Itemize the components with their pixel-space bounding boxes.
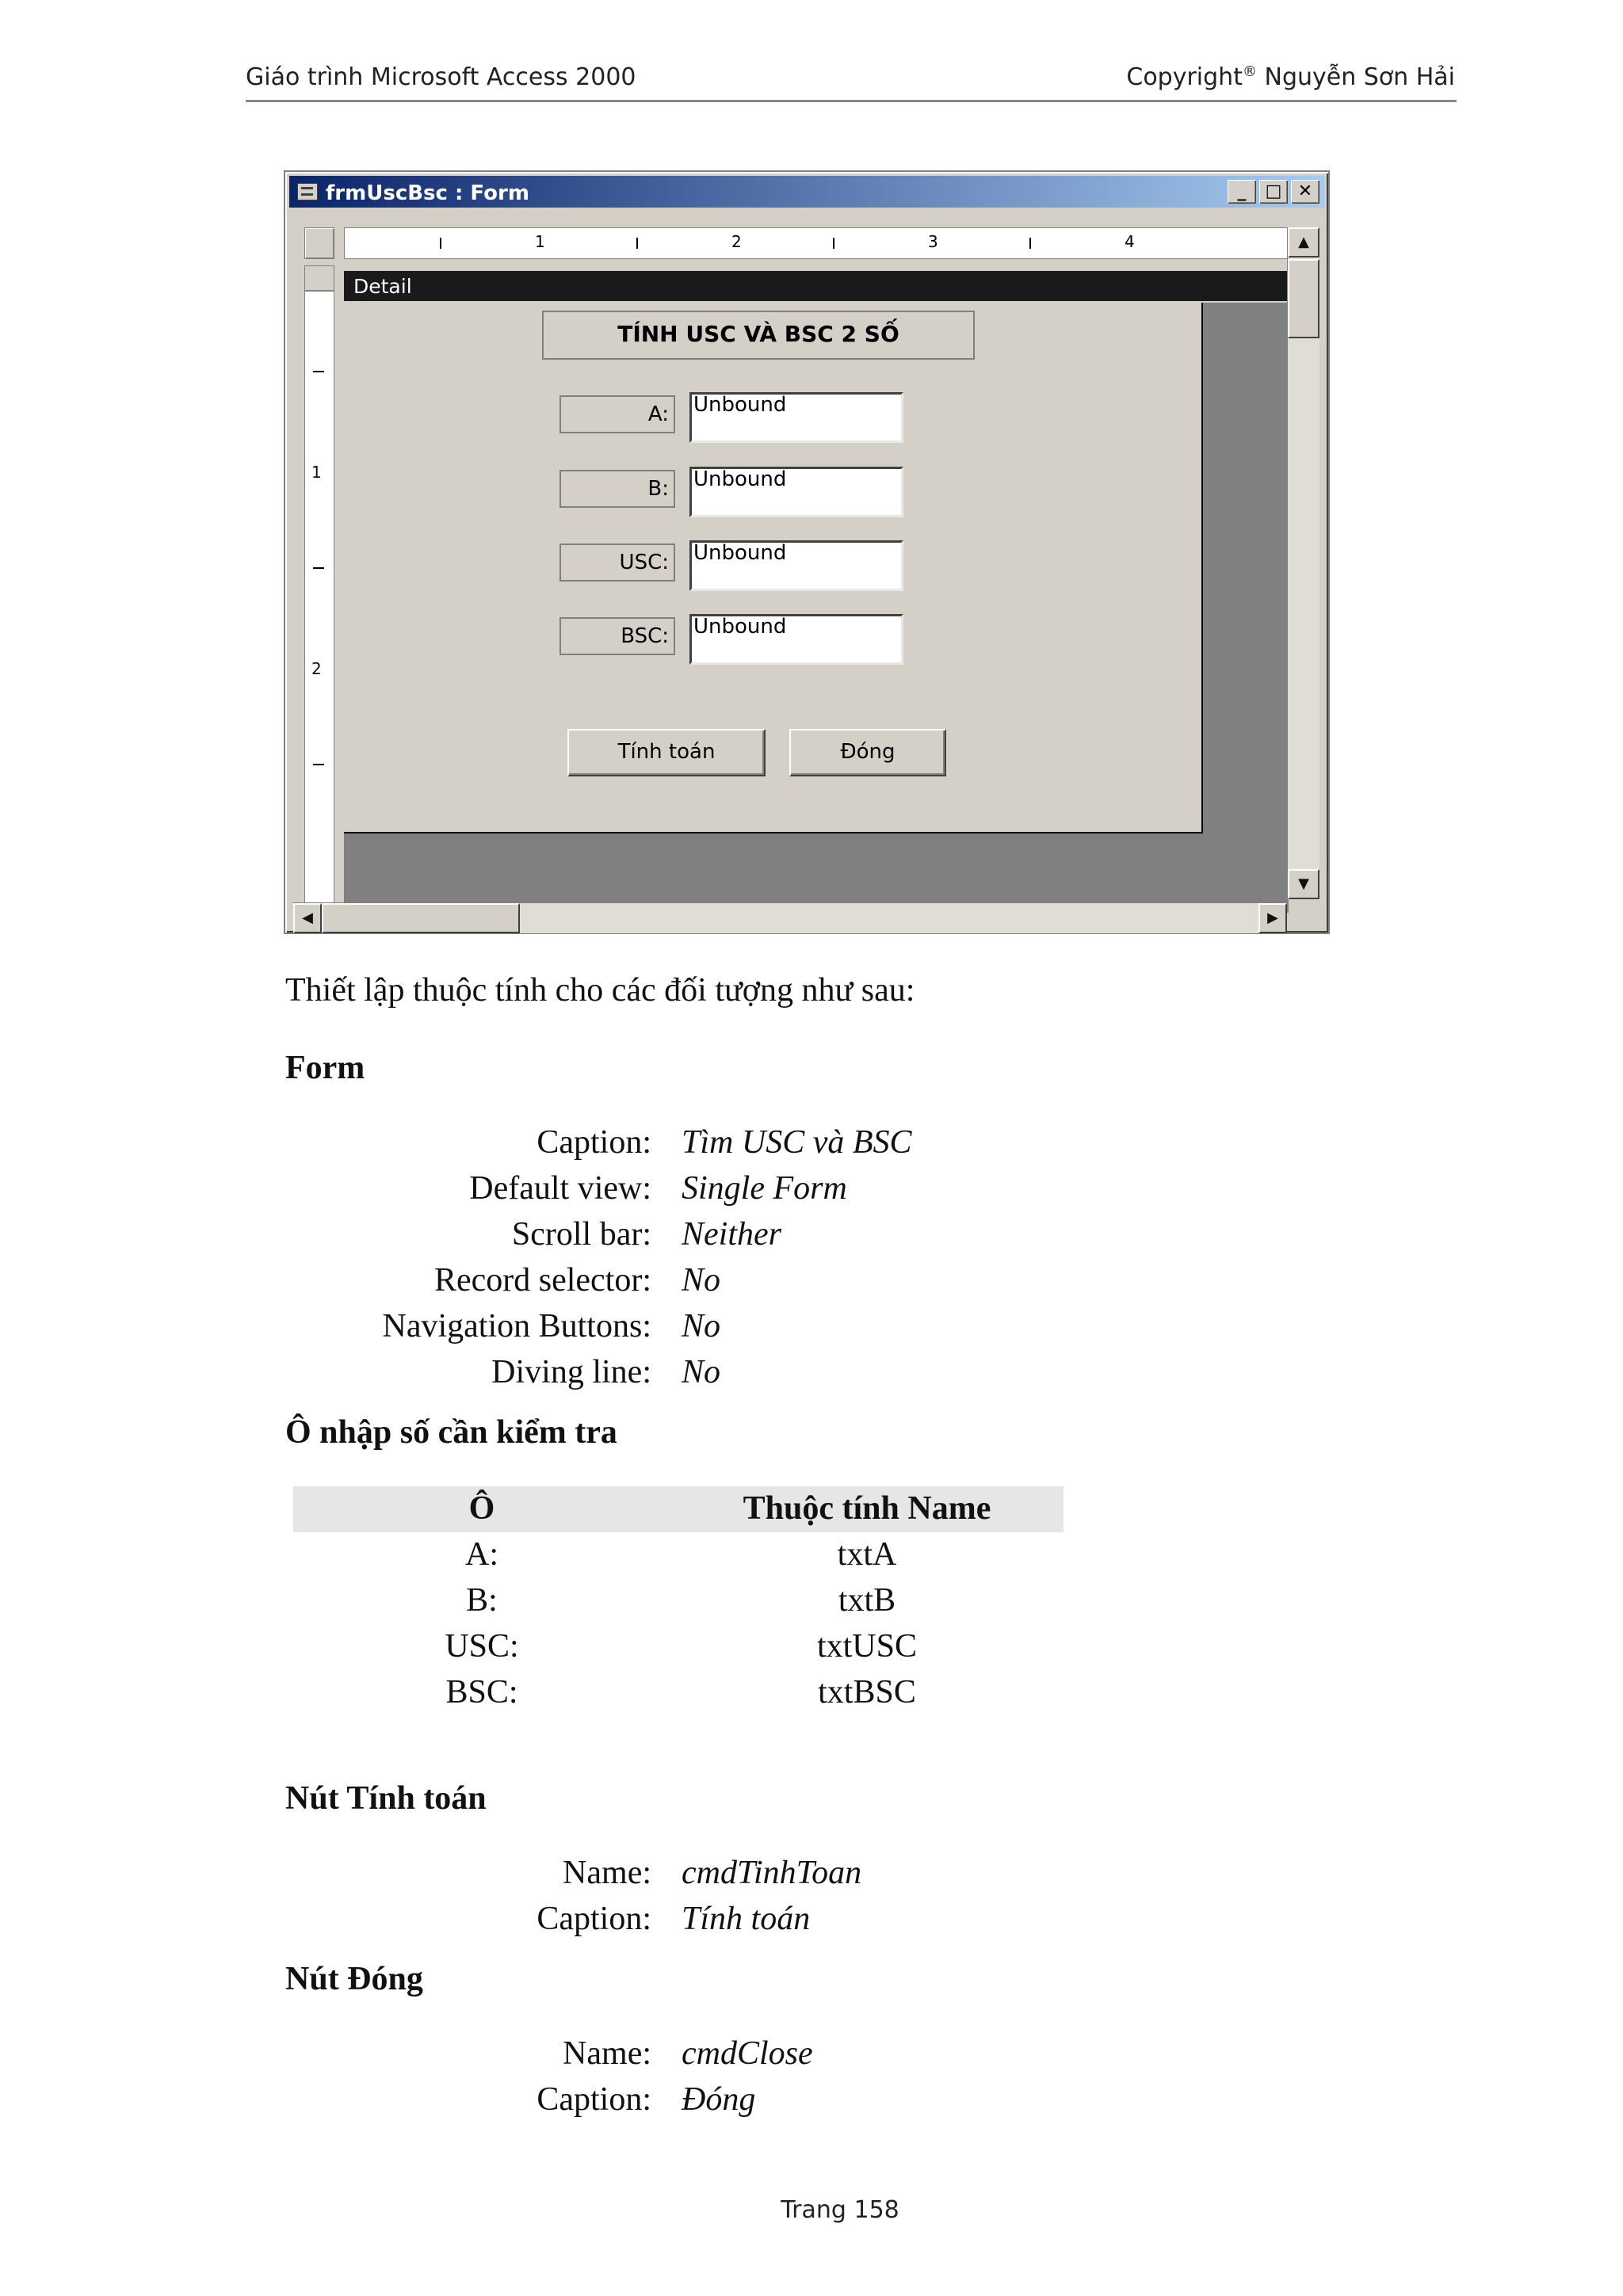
- prop-value: Tìm USC và BSC: [682, 1124, 912, 1161]
- prop-value: cmdTinhToan: [682, 1855, 862, 1891]
- ruler-v-1: 1: [311, 463, 322, 482]
- close-window-button[interactable]: ✕: [1291, 180, 1319, 204]
- prop-key: Name:: [563, 2035, 651, 2072]
- prop-value: No: [682, 1308, 721, 1344]
- horizontal-scroll-thumb[interactable]: [322, 903, 520, 933]
- table-name: txtA: [837, 1536, 897, 1573]
- detail-area: [344, 303, 1289, 913]
- prop-value: cmdClose: [682, 2035, 813, 2072]
- table-header-name: Thuộc tính Name: [743, 1490, 991, 1527]
- maximize-button[interactable]: □: [1259, 180, 1288, 204]
- prop-value: Đóng: [682, 2081, 756, 2118]
- prop-key: Name:: [563, 1855, 651, 1891]
- detail-section-bar[interactable]: [344, 271, 1289, 301]
- page-number: Trang 158: [781, 2196, 899, 2224]
- window-titlebar[interactable]: [289, 176, 1324, 208]
- header-rule: [246, 100, 1457, 102]
- vertical-scroll-thumb[interactable]: [1288, 259, 1319, 338]
- prop-key: Default view:: [469, 1170, 651, 1207]
- close-button[interactable]: Đóng: [789, 729, 946, 776]
- table-cell: B:: [466, 1582, 498, 1619]
- prop-key: Scroll bar:: [511, 1216, 651, 1253]
- scroll-up-icon[interactable]: ▲: [1288, 227, 1319, 257]
- input-section-title: Ô nhập số cần kiểm tra: [285, 1414, 617, 1451]
- textbox-bsc[interactable]: Unbound: [689, 614, 903, 665]
- table-cell: USC:: [445, 1628, 519, 1665]
- window-title: frmUscBsc : Form: [326, 181, 529, 205]
- table-name: txtB: [838, 1582, 896, 1619]
- close-section-title: Nút Đóng: [285, 1961, 423, 1997]
- calc-button[interactable]: Tính toán: [567, 729, 766, 776]
- prop-value: Single Form: [682, 1170, 847, 1207]
- textbox-b[interactable]: Unbound: [689, 467, 903, 517]
- scroll-left-icon[interactable]: ◀: [293, 903, 322, 933]
- minimize-button[interactable]: _: [1228, 180, 1256, 204]
- prop-key: Record selector:: [433, 1262, 651, 1299]
- scroll-right-icon[interactable]: ▶: [1258, 903, 1287, 933]
- ruler-h-1: 1: [535, 232, 545, 251]
- label-bsc[interactable]: BSC:: [559, 617, 675, 655]
- prop-value: Neither: [682, 1216, 781, 1253]
- horizontal-scrollbar[interactable]: [293, 902, 1287, 933]
- table-cell: A:: [465, 1536, 498, 1573]
- form-selector[interactable]: [304, 227, 334, 259]
- prop-key: Navigation Buttons:: [382, 1308, 651, 1344]
- table-name: txtBSC: [818, 1674, 916, 1711]
- registered-mark: ®: [1242, 63, 1257, 80]
- prop-key: Caption:: [537, 2081, 651, 2118]
- form-icon: [297, 183, 318, 200]
- header-right: [1126, 63, 1455, 91]
- scroll-down-icon[interactable]: ▼: [1288, 869, 1319, 899]
- table-header-cell: Ô: [468, 1490, 495, 1527]
- ruler-h-2: 2: [731, 232, 742, 251]
- intro-text: Thiết lập thuộc tính cho các đối tượng như sau:: [285, 972, 915, 1009]
- textbox-usc[interactable]: Unbound: [689, 540, 903, 591]
- ruler-v-2: 2: [311, 659, 322, 678]
- prop-key: Caption:: [537, 1901, 651, 1937]
- form-heading-label[interactable]: TÍNH USC VÀ BSC 2 SỐ: [542, 311, 975, 360]
- header-copyright: Copyright: [1126, 63, 1243, 91]
- prop-value: Tính toán: [682, 1901, 811, 1937]
- form-section-title: Form: [285, 1050, 365, 1086]
- prop-value: No: [682, 1354, 721, 1390]
- label-usc[interactable]: USC:: [559, 543, 675, 582]
- prop-key: Caption:: [537, 1124, 651, 1161]
- header-left: Giáo trình Microsoft Access 2000: [246, 63, 636, 91]
- ruler-h-4: 4: [1125, 232, 1135, 251]
- label-b[interactable]: B:: [559, 470, 675, 508]
- textbox-a[interactable]: Unbound: [689, 392, 903, 443]
- table-cell: BSC:: [445, 1674, 518, 1711]
- calc-section-title: Nút Tính toán: [285, 1780, 487, 1817]
- prop-value: No: [682, 1262, 721, 1299]
- prop-key: Diving line:: [491, 1354, 651, 1390]
- detail-label: Detail: [353, 275, 412, 298]
- label-a[interactable]: A:: [559, 395, 675, 433]
- vertical-ruler: [304, 291, 334, 906]
- ruler-h-3: 3: [928, 232, 938, 251]
- vertical-scrollbar[interactable]: [1287, 227, 1319, 899]
- form-canvas[interactable]: [344, 303, 1203, 833]
- table-name: txtUSC: [816, 1628, 918, 1665]
- header-author: Nguyễn Sơn Hải: [1256, 63, 1455, 91]
- horizontal-ruler: [344, 227, 1290, 259]
- section-selector[interactable]: [304, 265, 334, 291]
- access-form-window: [284, 170, 1330, 934]
